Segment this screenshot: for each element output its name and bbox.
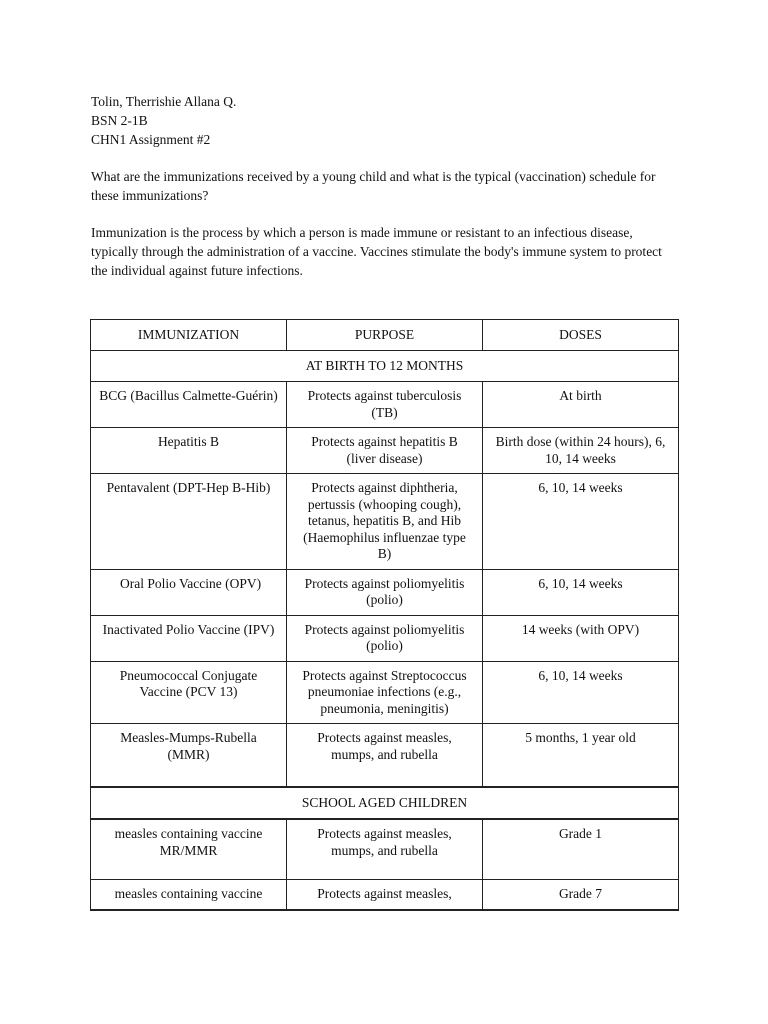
section-row-birth (91, 351, 679, 382)
column-header-purpose: PURPOSE (287, 320, 483, 351)
doses-cell: 6, 10, 14 weeks (483, 569, 679, 615)
purpose-cell: Protects against tuberculosis (TB) (287, 382, 483, 428)
purpose-cell: Protects against measles, (287, 880, 483, 910)
table-row (91, 819, 679, 880)
doses-cell: Birth dose (within 24 hours), 6, 10, 14 weeks (483, 428, 679, 474)
doses-cell: 14 weeks (with OPV) (483, 615, 679, 661)
immunization-table (90, 319, 679, 911)
immunization-cell: BCG (Bacillus Calmette-Guérin) (91, 382, 287, 428)
doses-cell: Grade 1 (483, 819, 679, 880)
table-row (91, 569, 679, 615)
purpose-cell: Protects against Streptococcus pneumoniae infections (e.g., pneumonia, meningitis) (287, 661, 483, 724)
table-row (91, 428, 679, 474)
table-row (91, 474, 679, 570)
purpose-cell: Protects against measles, mumps, and rubella (287, 819, 483, 880)
doses-cell: 5 months, 1 year old (483, 724, 679, 788)
table-row (91, 724, 679, 788)
immunization-cell: Pentavalent (DPT-Hep B-Hib) (91, 474, 287, 570)
purpose-cell: Protects against measles, mumps, and rubella (287, 724, 483, 788)
purpose-cell: Protects against poliomyelitis (polio) (287, 615, 483, 661)
purpose-cell: Protects against hepatitis B (liver disease) (287, 428, 483, 474)
immunization-cell: Hepatitis B (91, 428, 287, 474)
column-header-doses: DOSES (483, 320, 679, 351)
student-name: Tolin, Therrishie Allana Q. (91, 94, 237, 109)
doses-cell: 6, 10, 14 weeks (483, 661, 679, 724)
assignment-title: CHN1 Assignment #2 (91, 132, 211, 147)
immunization-cell: Oral Polio Vaccine (OPV) (91, 569, 287, 615)
table-header-row (91, 320, 679, 351)
doses-cell: 6, 10, 14 weeks (483, 474, 679, 570)
student-section: BSN 2-1B (91, 113, 148, 128)
column-header-immunization: IMMUNIZATION (91, 320, 287, 351)
purpose-cell: Protects against diphtheria, pertussis (whooping cough), tetanus, hepatitis B, and Hib (Haemophilus influenzae type B) (287, 474, 483, 570)
table-row (91, 615, 679, 661)
immunization-cell: measles containing vaccine (91, 880, 287, 910)
section-heading-birth: AT BIRTH TO 12 MONTHS (91, 351, 679, 382)
immunization-cell: measles containing vaccine MR/MMR (91, 819, 287, 880)
immunization-cell: Measles-Mumps-Rubella (MMR) (91, 724, 287, 788)
doses-cell: At birth (483, 382, 679, 428)
doses-cell: Grade 7 (483, 880, 679, 910)
table-row (91, 880, 679, 910)
section-row-school (91, 787, 679, 819)
question-paragraph: What are the immunizations received by a young child and what is the typical (vaccination) schedule for these immunizations? (91, 169, 656, 203)
immunization-cell: Inactivated Polio Vaccine (IPV) (91, 615, 287, 661)
section-heading-school: SCHOOL AGED CHILDREN (91, 787, 679, 819)
purpose-cell: Protects against poliomyelitis (polio) (287, 569, 483, 615)
document-page (91, 92, 681, 280)
table-row (91, 661, 679, 724)
table-row (91, 382, 679, 428)
intro-paragraph: Immunization is the process by which a person is made immune or resistant to an infectious disease, typically through the administration of a vaccine. Vaccines stimulate the body's immune system to protect the individual against future infections. (91, 225, 662, 278)
immunization-cell: Pneumococcal Conjugate Vaccine (PCV 13) (91, 661, 287, 724)
